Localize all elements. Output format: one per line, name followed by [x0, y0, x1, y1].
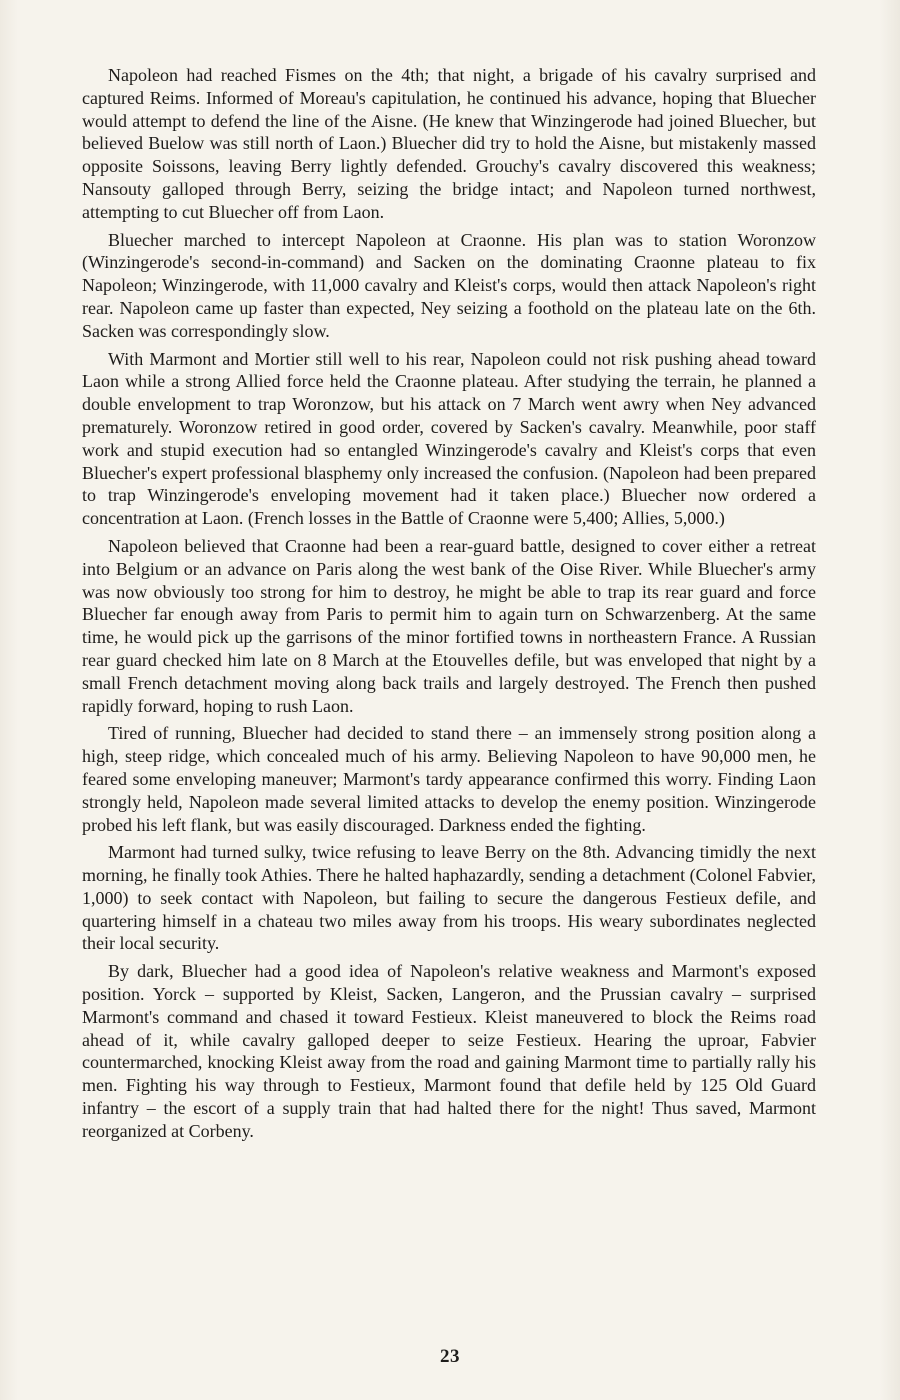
page-number: 23	[440, 1346, 460, 1367]
paragraph-2: Bluecher marched to intercept Napoleon at Craonne. His plan was to station Woronzow (Winzingerode's second-in-command) and Sacken on the dominating Craonne plateau to fix Napoleon; Winzingerode, with 11,000 cavalry and Kleist's corps, would then attack Napoleon's right rear. Napoleon came up faster than expected, Ney seizing a foothold on the plateau late on the 6th. Sacken was correspondingly slow.	[82, 229, 816, 341]
paragraph-6: Marmont had turned sulky, twice refusing to leave Berry on the 8th. Advancing timidly the next morning, he finally took Athies. There he halted haphazardly, sending a detachment (Colonel Fabvier, 1,000) to seek contact with Napoleon, but failing to secure the dangerous Festieux defile, and quartering himself in a chateau two miles away from his troops. His weary subordinates neglected their local security.	[82, 842, 816, 954]
paragraph-4: Napoleon believed that Craonne had been a rear-guard battle, designed to cover either a retreat into Belgium or an advance on Paris along the west bank of the Oise River. While Bluecher's army was now obviously too strong for him to destroy, he might be able to trap its rear guard and force Bluecher far enough away from Paris to permit him to again turn on Schwarzenberg. At the same time, he would pick up the garrisons of the minor fortified towns in northeastern France. A Russian rear guard checked him late on 8 March at the Etouvelles defile, but was enveloped that night by a small French detachment moving along back trails and largely destroyed. The French then pushed rapidly forward, hoping to rush Laon.	[82, 535, 816, 716]
paragraph-5: Tired of running, Bluecher had decided to stand there – an immensely strong position along a high, steep ridge, which concealed much of his army. Believing Napoleon to have 90,000 men, he feared some enveloping maneuver; Marmont's tardy appearance confirmed this worry. Finding Laon strongly held, Napoleon made several limited attacks to develop the enemy position. Winzingerode probed his left flank, but was easily discouraged. Darkness ended the fighting.	[82, 723, 816, 835]
paragraph-3: With Marmont and Mortier still well to his rear, Napoleon could not risk pushing ahead toward Laon while a strong Allied force held the Craonne plateau. After studying the terrain, he planned a double envelopment to trap Woronzow, but his attack on 7 March went awry when Ney advanced prematurely. Woronzow retired in good order, covered by Sacken's cavalry. Meanwhile, poor staff work and stupid execution had so entangled Winzingerode's cavalry and Kleist's corps that even Bluecher's expert professional blasphemy only increased the confusion. (Napoleon had been prepared to trap Winzingerode's enveloping movement had it taken place.) Bluecher now ordered a concentration at Laon. (French losses in the Battle of Craonne were 5,400; Allies, 5,000.)	[82, 348, 816, 529]
body-text	[82, 64, 816, 1148]
paragraph-1: Napoleon had reached Fismes on the 4th; that night, a brigade of his cavalry surprised and captured Reims. Informed of Moreau's capitulation, he continued his advance, hoping that Bluecher would attempt to defend the line of the Aisne. (He knew that Winzingerode had joined Bluecher, but believed Buelow was still north of Laon.) Bluecher did try to hold the Aisne, but mistakenly massed opposite Soissons, leaving Berry lightly defended. Grouchy's cavalry discovered this weakness; Nansouty galloped through Berry, seizing the bridge intact; and Napoleon turned northwest, attempting to cut Bluecher off from Laon.	[82, 65, 816, 222]
paragraph-7: By dark, Bluecher had a good idea of Napoleon's relative weakness and Marmont's exposed position. Yorck – supported by Kleist, Sacken, Langeron, and the Prussian cavalry – surprised Marmont's command and chased it toward Festieux. Kleist maneuvered to block the Reims road ahead of it, while cavalry galloped deeper to seize Festieux. Hearing the uproar, Fabvier countermarched, knocking Kleist away from the road and gaining Marmont time to partially rally his men. Fighting his way through to Festieux, Marmont found that defile held by 125 Old Guard infantry – the escort of a supply train that had halted there for the night! Thus saved, Marmont reorganized at Corbeny.	[82, 961, 816, 1141]
